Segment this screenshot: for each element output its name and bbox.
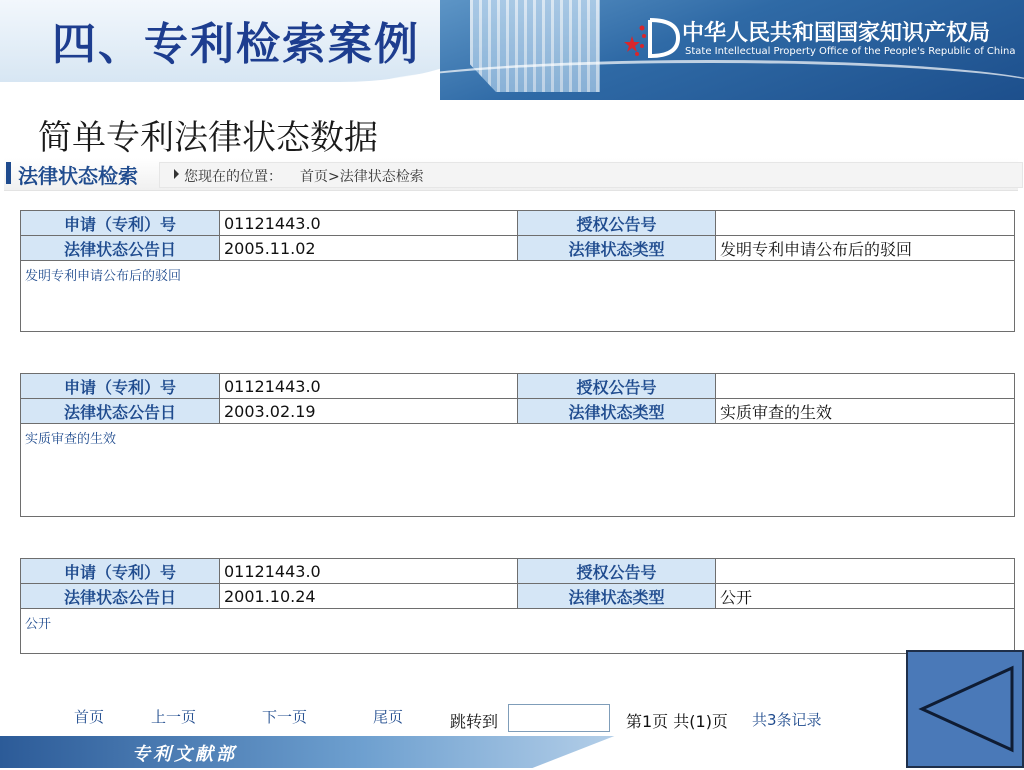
- table-row: [21, 584, 1015, 609]
- status-type-value: 发明专利申请公布后的驳回: [716, 236, 1015, 261]
- header-banner: [0, 0, 1024, 100]
- triangle-right-icon: [174, 169, 179, 179]
- table-row: [21, 399, 1015, 424]
- record-table: [20, 558, 1014, 654]
- status-type-value: 实质审查的生效: [716, 399, 1015, 424]
- application-no-label: 申请（专利）号: [21, 374, 220, 399]
- first-page-link[interactable]: 首页: [74, 708, 105, 726]
- status-type-label: 法律状态类型: [518, 584, 716, 609]
- grant-pub-no-value: [716, 374, 1015, 399]
- triangle-left-icon: [908, 652, 1022, 766]
- sipo-logo-icon: [622, 16, 682, 62]
- status-type-value: 公开: [716, 584, 1015, 609]
- table-row: [21, 374, 1015, 399]
- search-header: [4, 158, 1018, 191]
- application-no-value: 01121443.0: [220, 559, 518, 584]
- breadcrumb-label: 您现在的位置：: [184, 169, 282, 185]
- grant-pub-no-label: 授权公告号: [518, 559, 716, 584]
- last-page-link[interactable]: 尾页: [373, 708, 404, 726]
- table-row: [21, 261, 1015, 332]
- application-no-label: 申请（专利）号: [21, 559, 220, 584]
- status-date-value: 2005.11.02: [220, 236, 518, 261]
- pagination: [0, 700, 1024, 740]
- jump-label: 跳转到: [450, 712, 499, 731]
- record-table: [20, 373, 1014, 517]
- breadcrumb-path: 首页>法律状态检索: [300, 169, 424, 185]
- application-no-label: 申请（专利）号: [21, 211, 220, 236]
- status-description: 发明专利申请公布后的驳回: [21, 261, 1015, 332]
- status-date-label: 法律状态公告日: [21, 399, 220, 424]
- jump-page-input[interactable]: [508, 704, 610, 732]
- org-name-en: State Intellectual Property Office of the People's Republic of China: [685, 46, 1016, 57]
- slide-subtitle: 简单专利法律状态数据: [38, 118, 378, 158]
- table-row: [21, 609, 1015, 654]
- page-title: 四、专利检索案例: [52, 19, 420, 70]
- footer-text: 专利文献部: [132, 744, 237, 765]
- org-name-cn: 中华人民共和国国家知识产权局: [682, 21, 991, 46]
- next-page-link[interactable]: 下一页: [262, 708, 308, 726]
- table-row: [21, 559, 1015, 584]
- breadcrumb: [159, 162, 1023, 188]
- section-title: 法律状态检索: [18, 164, 138, 188]
- section-accent-bar: [6, 162, 11, 184]
- record-table: [20, 210, 1014, 332]
- grant-pub-no-label: 授权公告号: [518, 211, 716, 236]
- status-date-label: 法律状态公告日: [21, 584, 220, 609]
- total-records: 共3条记录: [752, 711, 822, 729]
- status-date-value: 2001.10.24: [220, 584, 518, 609]
- status-type-label: 法律状态类型: [518, 236, 716, 261]
- application-no-value: 01121443.0: [220, 374, 518, 399]
- table-row: [21, 424, 1015, 517]
- back-button[interactable]: [906, 650, 1024, 768]
- grant-pub-no-value: [716, 559, 1015, 584]
- application-no-value: 01121443.0: [220, 211, 518, 236]
- page-info: 第1页 共(1)页: [626, 712, 728, 731]
- status-description: 公开: [21, 609, 1015, 654]
- status-date-label: 法律状态公告日: [21, 236, 220, 261]
- grant-pub-no-value: [716, 211, 1015, 236]
- status-date-value: 2003.02.19: [220, 399, 518, 424]
- table-row: [21, 236, 1015, 261]
- table-row: [21, 211, 1015, 236]
- status-type-label: 法律状态类型: [518, 399, 716, 424]
- grant-pub-no-label: 授权公告号: [518, 374, 716, 399]
- prev-page-link[interactable]: 上一页: [151, 708, 197, 726]
- status-description: 实质审查的生效: [21, 424, 1015, 517]
